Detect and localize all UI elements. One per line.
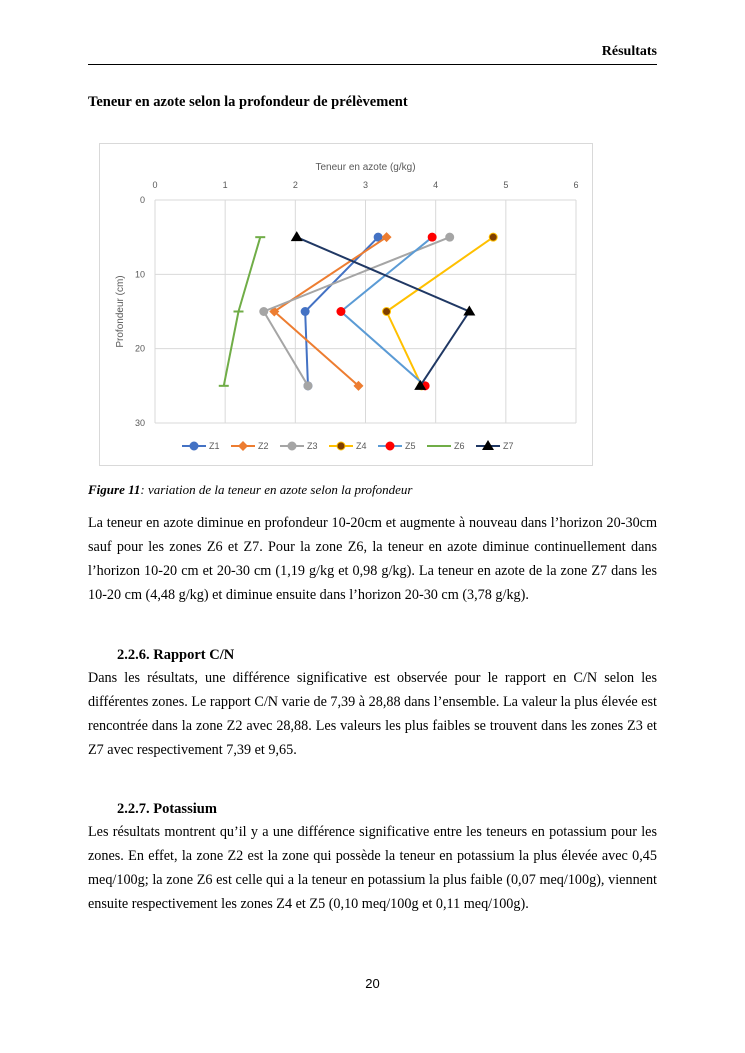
data-point-z7	[291, 231, 303, 241]
data-point-z4	[383, 308, 391, 316]
legend-marker-z5	[386, 442, 394, 450]
x-tick-label: 5	[503, 180, 509, 190]
legend-label: Z2	[258, 441, 269, 451]
x-tick-label: 6	[573, 180, 579, 190]
section-title: Teneur en azote selon la profondeur de prélèvement	[88, 94, 408, 110]
running-header: Résultats	[601, 44, 657, 59]
y-tick-label: 20	[134, 343, 145, 354]
data-point-z3	[260, 308, 268, 316]
data-point-z1	[301, 308, 309, 316]
heading-potassium: 2.2.7. Potassium	[117, 801, 217, 817]
data-point-z4	[489, 233, 497, 241]
y-tick-label: 10	[134, 269, 145, 280]
series-line-z4	[387, 237, 494, 386]
nitrogen-chart	[99, 143, 593, 466]
y-tick-label: 0	[139, 195, 145, 205]
data-point-z3	[446, 233, 454, 241]
legend-marker-z1	[190, 442, 198, 450]
header-rule	[88, 64, 657, 65]
x-tick-label: 4	[433, 180, 439, 190]
chart-title: Teneur en azote (g/kg)	[315, 162, 416, 173]
heading-cn-ratio: 2.2.6. Rapport C/N	[117, 647, 235, 663]
paragraph-cn-ratio: Dans les résultats, une différence significative est observée pour le rapport en C/N selon les différentes zones. Le rapport C/N varie de 7,39 à 28,88 dans l’ensemble. La valeur la plus élevée est rencontrée dans la zone Z2 avec 28,88. Les valeurs les plus faibles se trouvent dans les zones Z3 et Z7 avec respectivement 7,39 et 9,65.	[88, 670, 658, 758]
figure-caption	[88, 482, 413, 498]
legend-marker-z4	[337, 442, 345, 450]
page-number: 20	[365, 976, 380, 991]
legend-label: Z6	[454, 441, 465, 451]
paragraph-potassium: Les résultats montrent qu’il y a une différence significative entre les teneurs en potassium pour les zones. En effet, la zone Z2 est la zone qui possède la teneur en potassium la plus élevée avec 0,45 meq/100g; la zone Z6 est celle qui a la teneur en potassium la plus faible (0,07 meq/100g), viennent ensuite respectivement les zones Z4 et Z5 (0,10 meq/100g et 0,11 meq/100g).	[88, 824, 657, 912]
legend-marker-z3	[288, 442, 296, 450]
data-point-z5	[428, 233, 436, 241]
legend-marker-z2	[238, 441, 248, 451]
chart-svg	[100, 144, 592, 465]
y-tick-label: 30	[134, 418, 145, 428]
data-point-z3	[304, 382, 312, 390]
legend-label: Z1	[209, 441, 220, 451]
paragraph-nitrogen: La teneur en azote diminue en profondeur 10-20cm et augmente à nouveau dans l’horizon 20-30cm sauf pour les zones Z6 et Z7. Pour la zone Z6, la teneur en azote diminue continuellement dans l’horizon 10-20 cm et 20-30 cm (1,19 g/kg et 0,98 g/kg). La teneur en azote de la zone Z7 dans les 10-20 cm (4,48 g/kg) et diminue ensuite dans l’horizon 20-30 cm (3,78 g/kg).	[88, 515, 657, 603]
legend-label: Z7	[503, 441, 514, 451]
legend-label: Z3	[307, 441, 318, 451]
series-line-z2	[274, 237, 386, 386]
legend-label: Z5	[405, 441, 416, 451]
caption-text: : variation de la teneur en azote selon la profondeur	[140, 482, 413, 497]
x-tick-label: 1	[222, 180, 228, 190]
legend-label: Z4	[356, 441, 367, 451]
x-tick-label: 0	[152, 180, 158, 190]
x-tick-label: 3	[362, 180, 369, 190]
y-axis-label: Profondeur (cm)	[115, 275, 126, 348]
x-tick-label: 2	[292, 180, 298, 190]
caption-label: Figure 11	[88, 482, 141, 497]
data-point-z5	[337, 308, 345, 316]
